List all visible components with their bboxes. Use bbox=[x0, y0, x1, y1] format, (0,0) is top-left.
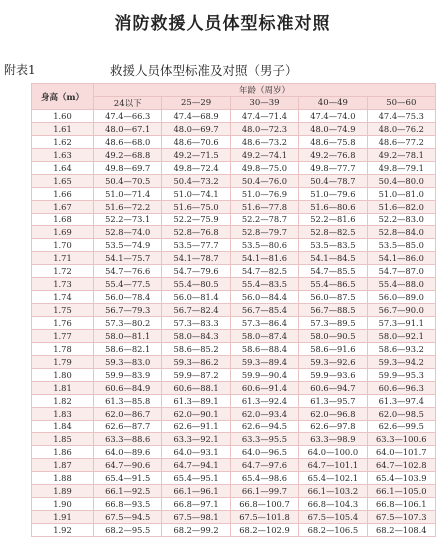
weight-range-cell: 51.0—79.6 bbox=[299, 187, 367, 200]
weight-range-cell: 68.2—95.5 bbox=[94, 524, 162, 537]
weight-range-cell: 51.6—77.8 bbox=[230, 200, 298, 213]
weight-range-cell: 62.0—93.4 bbox=[230, 407, 298, 420]
weight-range-cell: 47.4—74.0 bbox=[299, 110, 367, 123]
weight-range-cell: 66.8—97.1 bbox=[162, 498, 230, 511]
weight-range-cell: 52.2—75.9 bbox=[162, 213, 230, 226]
weight-range-cell: 58.0—92.1 bbox=[367, 329, 435, 342]
table-row bbox=[32, 394, 436, 407]
weight-range-cell: 65.4—91.5 bbox=[94, 472, 162, 485]
weight-range-cell: 54.7—82.5 bbox=[230, 265, 298, 278]
age-group-column-header: 40—49 bbox=[299, 97, 367, 110]
height-cell: 1.85 bbox=[32, 433, 94, 446]
height-cell: 1.70 bbox=[32, 239, 94, 252]
weight-range-cell: 60.6—91.4 bbox=[230, 381, 298, 394]
table-row bbox=[32, 213, 436, 226]
weight-range-cell: 66.8—106.1 bbox=[367, 498, 435, 511]
weight-range-cell: 49.8—75.0 bbox=[230, 161, 298, 174]
weight-range-cell: 64.0—96.5 bbox=[230, 446, 298, 459]
weight-range-cell: 67.5—94.5 bbox=[94, 511, 162, 524]
height-cell: 1.84 bbox=[32, 420, 94, 433]
weight-range-cell: 50.4—73.2 bbox=[162, 174, 230, 187]
weight-range-cell: 56.0—87.5 bbox=[299, 291, 367, 304]
weight-range-cell: 53.5—77.7 bbox=[162, 239, 230, 252]
weight-range-cell: 60.6—96.3 bbox=[367, 381, 435, 394]
weight-range-cell: 50.4—78.7 bbox=[299, 174, 367, 187]
height-cell: 1.73 bbox=[32, 278, 94, 291]
weight-range-cell: 59.9—87.2 bbox=[162, 368, 230, 381]
height-cell: 1.77 bbox=[32, 329, 94, 342]
table-row bbox=[32, 252, 436, 265]
weight-range-cell: 49.2—76.8 bbox=[299, 148, 367, 161]
weight-range-cell: 59.3—92.6 bbox=[299, 355, 367, 368]
weight-range-cell: 57.3—83.3 bbox=[162, 317, 230, 330]
table-row bbox=[32, 381, 436, 394]
weight-range-cell: 65.4—102.1 bbox=[299, 472, 367, 485]
weight-range-cell: 56.7—90.0 bbox=[367, 304, 435, 317]
height-cell: 1.89 bbox=[32, 485, 94, 498]
table-row bbox=[32, 407, 436, 420]
weight-range-cell: 59.3—83.0 bbox=[94, 355, 162, 368]
weight-range-cell: 54.7—76.6 bbox=[94, 265, 162, 278]
height-cell: 1.83 bbox=[32, 407, 94, 420]
weight-range-cell: 66.8—100.7 bbox=[230, 498, 298, 511]
weight-range-cell: 54.7—79.6 bbox=[162, 265, 230, 278]
weight-range-cell: 54.1—81.6 bbox=[230, 252, 298, 265]
weight-range-cell: 48.6—70.6 bbox=[162, 135, 230, 148]
weight-range-cell: 63.3—98.9 bbox=[299, 433, 367, 446]
weight-range-cell: 59.9—90.4 bbox=[230, 368, 298, 381]
weight-range-cell: 51.0—81.0 bbox=[367, 187, 435, 200]
weight-range-cell: 50.4—80.0 bbox=[367, 174, 435, 187]
table-row bbox=[32, 524, 436, 537]
weight-range-cell: 65.4—103.9 bbox=[367, 472, 435, 485]
table-title: 救援人员体型标准及对照（男子） bbox=[110, 63, 298, 78]
weight-range-cell: 62.6—97.8 bbox=[299, 420, 367, 433]
weight-range-cell: 48.6—68.0 bbox=[94, 135, 162, 148]
weight-range-cell: 55.4—80.5 bbox=[162, 278, 230, 291]
height-cell: 1.90 bbox=[32, 498, 94, 511]
weight-range-cell: 56.7—88.5 bbox=[299, 304, 367, 317]
height-cell: 1.67 bbox=[32, 200, 94, 213]
weight-range-cell: 62.0—90.1 bbox=[162, 407, 230, 420]
weight-range-cell: 66.8—93.5 bbox=[94, 498, 162, 511]
table-row bbox=[32, 459, 436, 472]
weight-range-cell: 64.0—100.0 bbox=[299, 446, 367, 459]
age-group-column-header: 24以下 bbox=[94, 97, 162, 110]
weight-range-cell: 52.2—78.7 bbox=[230, 213, 298, 226]
height-cell: 1.60 bbox=[32, 110, 94, 123]
weight-range-cell: 48.0—74.9 bbox=[299, 122, 367, 135]
height-cell: 1.86 bbox=[32, 446, 94, 459]
table-row bbox=[32, 446, 436, 459]
weight-range-cell: 58.0—87.4 bbox=[230, 329, 298, 342]
height-cell: 1.65 bbox=[32, 174, 94, 187]
height-cell: 1.63 bbox=[32, 148, 94, 161]
weight-range-cell: 64.7—102.8 bbox=[367, 459, 435, 472]
weight-range-cell: 62.0—96.8 bbox=[299, 407, 367, 420]
weight-range-cell: 61.3—89.1 bbox=[162, 394, 230, 407]
weight-range-cell: 65.4—98.6 bbox=[230, 472, 298, 485]
table-row bbox=[32, 329, 436, 342]
height-cell: 1.79 bbox=[32, 355, 94, 368]
weight-range-cell: 58.6—82.1 bbox=[94, 342, 162, 355]
weight-range-cell: 57.3—91.1 bbox=[367, 317, 435, 330]
weight-range-cell: 55.4—77.5 bbox=[94, 278, 162, 291]
table-row bbox=[32, 148, 436, 161]
weight-range-cell: 68.2—106.5 bbox=[299, 524, 367, 537]
weight-range-cell: 49.2—68.8 bbox=[94, 148, 162, 161]
height-cell: 1.87 bbox=[32, 459, 94, 472]
weight-range-cell: 52.2—81.6 bbox=[299, 213, 367, 226]
age-group-column-header: 30—39 bbox=[230, 97, 298, 110]
weight-range-cell: 64.7—101.1 bbox=[299, 459, 367, 472]
weight-range-cell: 57.3—86.4 bbox=[230, 317, 298, 330]
height-cell: 1.81 bbox=[32, 381, 94, 394]
weight-range-cell: 48.0—69.7 bbox=[162, 122, 230, 135]
weight-range-cell: 49.8—77.7 bbox=[299, 161, 367, 174]
weight-range-cell: 64.7—90.6 bbox=[94, 459, 162, 472]
table-row bbox=[32, 511, 436, 524]
weight-range-cell: 60.6—88.1 bbox=[162, 381, 230, 394]
weight-range-cell: 48.0—72.3 bbox=[230, 122, 298, 135]
height-cell: 1.61 bbox=[32, 122, 94, 135]
weight-range-cell: 58.0—90.5 bbox=[299, 329, 367, 342]
weight-range-cell: 66.1—105.0 bbox=[367, 485, 435, 498]
weight-range-cell: 54.1—78.7 bbox=[162, 252, 230, 265]
weight-range-cell: 54.1—84.5 bbox=[299, 252, 367, 265]
age-group-column-header: 25—29 bbox=[162, 97, 230, 110]
weight-range-cell: 66.8—104.3 bbox=[299, 498, 367, 511]
table-row bbox=[32, 420, 436, 433]
height-cell: 1.91 bbox=[32, 511, 94, 524]
height-cell: 1.72 bbox=[32, 265, 94, 278]
table-row bbox=[32, 368, 436, 381]
weight-range-cell: 55.4—88.0 bbox=[367, 278, 435, 291]
weight-range-cell: 56.0—81.4 bbox=[162, 291, 230, 304]
table-row bbox=[32, 317, 436, 330]
weight-range-cell: 58.6—88.4 bbox=[230, 342, 298, 355]
table-header bbox=[32, 84, 436, 110]
weight-range-cell: 64.7—97.6 bbox=[230, 459, 298, 472]
weight-range-cell: 52.8—74.0 bbox=[94, 226, 162, 239]
body-type-standard-table bbox=[31, 83, 436, 537]
weight-range-cell: 63.3—100.6 bbox=[367, 433, 435, 446]
weight-range-cell: 68.2—99.2 bbox=[162, 524, 230, 537]
weight-range-cell: 47.4—68.9 bbox=[162, 110, 230, 123]
weight-range-cell: 67.5—107.3 bbox=[367, 511, 435, 524]
height-cell: 1.88 bbox=[32, 472, 94, 485]
weight-range-cell: 56.7—79.3 bbox=[94, 304, 162, 317]
weight-range-cell: 66.1—103.2 bbox=[299, 485, 367, 498]
weight-range-cell: 60.6—84.9 bbox=[94, 381, 162, 394]
weight-range-cell: 56.0—84.4 bbox=[230, 291, 298, 304]
table-row bbox=[32, 226, 436, 239]
weight-range-cell: 63.3—88.6 bbox=[94, 433, 162, 446]
weight-range-cell: 54.1—75.7 bbox=[94, 252, 162, 265]
weight-range-cell: 64.7—94.1 bbox=[162, 459, 230, 472]
weight-range-cell: 50.4—76.0 bbox=[230, 174, 298, 187]
weight-range-cell: 51.6—72.2 bbox=[94, 200, 162, 213]
weight-range-cell: 58.6—93.2 bbox=[367, 342, 435, 355]
weight-range-cell: 57.3—89.5 bbox=[299, 317, 367, 330]
weight-range-cell: 51.6—75.0 bbox=[162, 200, 230, 213]
weight-range-cell: 48.6—75.8 bbox=[299, 135, 367, 148]
table-row bbox=[32, 265, 436, 278]
height-cell: 1.74 bbox=[32, 291, 94, 304]
table-row bbox=[32, 472, 436, 485]
weight-range-cell: 58.6—91.6 bbox=[299, 342, 367, 355]
table-row bbox=[32, 161, 436, 174]
weight-range-cell: 48.6—77.2 bbox=[367, 135, 435, 148]
weight-range-cell: 67.5—105.4 bbox=[299, 511, 367, 524]
table-row bbox=[32, 498, 436, 511]
weight-range-cell: 62.6—99.5 bbox=[367, 420, 435, 433]
weight-range-cell: 48.0—67.1 bbox=[94, 122, 162, 135]
weight-range-cell: 60.6—94.7 bbox=[299, 381, 367, 394]
height-cell: 1.69 bbox=[32, 226, 94, 239]
weight-range-cell: 57.3—80.2 bbox=[94, 317, 162, 330]
weight-range-cell: 64.0—89.6 bbox=[94, 446, 162, 459]
weight-range-cell: 59.9—95.3 bbox=[367, 368, 435, 381]
weight-range-cell: 61.3—92.4 bbox=[230, 394, 298, 407]
weight-range-cell: 53.5—80.6 bbox=[230, 239, 298, 252]
weight-range-cell: 52.8—79.7 bbox=[230, 226, 298, 239]
weight-range-cell: 47.4—75.3 bbox=[367, 110, 435, 123]
table-row bbox=[32, 239, 436, 252]
weight-range-cell: 62.6—87.7 bbox=[94, 420, 162, 433]
weight-range-cell: 51.6—80.6 bbox=[299, 200, 367, 213]
weight-range-cell: 51.0—71.4 bbox=[94, 187, 162, 200]
weight-range-cell: 62.0—98.5 bbox=[367, 407, 435, 420]
weight-range-cell: 49.8—79.1 bbox=[367, 161, 435, 174]
weight-range-cell: 52.2—83.0 bbox=[367, 213, 435, 226]
height-cell: 1.76 bbox=[32, 317, 94, 330]
weight-range-cell: 67.5—101.8 bbox=[230, 511, 298, 524]
weight-range-cell: 61.3—85.8 bbox=[94, 394, 162, 407]
weight-range-cell: 55.4—86.5 bbox=[299, 278, 367, 291]
weight-range-cell: 53.5—85.0 bbox=[367, 239, 435, 252]
weight-range-cell: 66.1—99.7 bbox=[230, 485, 298, 498]
weight-range-cell: 65.4—95.1 bbox=[162, 472, 230, 485]
table-row bbox=[32, 291, 436, 304]
height-cell: 1.68 bbox=[32, 213, 94, 226]
weight-range-cell: 58.0—84.3 bbox=[162, 329, 230, 342]
height-cell: 1.82 bbox=[32, 394, 94, 407]
weight-range-cell: 49.2—74.1 bbox=[230, 148, 298, 161]
height-cell: 1.80 bbox=[32, 368, 94, 381]
weight-range-cell: 66.1—96.1 bbox=[162, 485, 230, 498]
weight-range-cell: 56.0—89.0 bbox=[367, 291, 435, 304]
table-row bbox=[32, 174, 436, 187]
weight-range-cell: 53.5—74.9 bbox=[94, 239, 162, 252]
weight-range-cell: 58.6—85.2 bbox=[162, 342, 230, 355]
weight-range-cell: 49.8—69.7 bbox=[94, 161, 162, 174]
weight-range-cell: 50.4—70.5 bbox=[94, 174, 162, 187]
weight-range-cell: 64.0—101.7 bbox=[367, 446, 435, 459]
weight-range-cell: 64.0—93.1 bbox=[162, 446, 230, 459]
weight-range-cell: 58.0—81.1 bbox=[94, 329, 162, 342]
weight-range-cell: 59.3—94.2 bbox=[367, 355, 435, 368]
table-row bbox=[32, 304, 436, 317]
weight-range-cell: 49.2—71.5 bbox=[162, 148, 230, 161]
age-group-column-header: 50—60 bbox=[367, 97, 435, 110]
weight-range-cell: 63.3—95.5 bbox=[230, 433, 298, 446]
weight-range-cell: 51.0—76.9 bbox=[230, 187, 298, 200]
weight-range-cell: 54.7—87.0 bbox=[367, 265, 435, 278]
document-title: 消防救援人员体型标准对照 bbox=[114, 14, 331, 34]
weight-range-cell: 62.6—94.5 bbox=[230, 420, 298, 433]
height-column-header: 身高（m） bbox=[32, 84, 94, 110]
weight-range-cell: 59.3—86.2 bbox=[162, 355, 230, 368]
weight-range-cell: 51.0—74.1 bbox=[162, 187, 230, 200]
weight-range-cell: 47.4—66.3 bbox=[94, 110, 162, 123]
weight-range-cell: 59.9—93.6 bbox=[299, 368, 367, 381]
table-number: 附表1 bbox=[4, 63, 36, 77]
weight-range-cell: 47.4—71.4 bbox=[230, 110, 298, 123]
table-row bbox=[32, 187, 436, 200]
table-row bbox=[32, 278, 436, 291]
weight-range-cell: 52.8—76.8 bbox=[162, 226, 230, 239]
age-group-header: 年龄（周岁） bbox=[94, 84, 436, 97]
table-row bbox=[32, 355, 436, 368]
height-cell: 1.62 bbox=[32, 135, 94, 148]
weight-range-cell: 51.6—82.0 bbox=[367, 200, 435, 213]
table-row bbox=[32, 342, 436, 355]
weight-range-cell: 66.1—92.5 bbox=[94, 485, 162, 498]
weight-range-cell: 61.3—95.7 bbox=[299, 394, 367, 407]
weight-range-cell: 53.5—83.5 bbox=[299, 239, 367, 252]
weight-range-cell: 62.0—86.7 bbox=[94, 407, 162, 420]
height-cell: 1.64 bbox=[32, 161, 94, 174]
weight-range-cell: 55.4—83.5 bbox=[230, 278, 298, 291]
weight-range-cell: 56.0—78.4 bbox=[94, 291, 162, 304]
weight-range-cell: 61.3—97.4 bbox=[367, 394, 435, 407]
height-cell: 1.92 bbox=[32, 524, 94, 537]
weight-range-cell: 59.9—83.9 bbox=[94, 368, 162, 381]
height-cell: 1.66 bbox=[32, 187, 94, 200]
weight-range-cell: 54.1—86.0 bbox=[367, 252, 435, 265]
weight-range-cell: 56.7—85.4 bbox=[230, 304, 298, 317]
weight-range-cell: 63.3—92.1 bbox=[162, 433, 230, 446]
weight-range-cell: 68.2—102.9 bbox=[230, 524, 298, 537]
height-cell: 1.71 bbox=[32, 252, 94, 265]
weight-range-cell: 52.8—82.5 bbox=[299, 226, 367, 239]
height-cell: 1.75 bbox=[32, 304, 94, 317]
weight-range-cell: 56.7—82.4 bbox=[162, 304, 230, 317]
weight-range-cell: 67.5—98.1 bbox=[162, 511, 230, 524]
weight-range-cell: 59.3—89.4 bbox=[230, 355, 298, 368]
weight-range-cell: 68.2—108.4 bbox=[367, 524, 435, 537]
weight-range-cell: 48.6—73.2 bbox=[230, 135, 298, 148]
table-row bbox=[32, 200, 436, 213]
weight-range-cell: 49.2—78.1 bbox=[367, 148, 435, 161]
table-row bbox=[32, 135, 436, 148]
weight-range-cell: 62.6—91.1 bbox=[162, 420, 230, 433]
weight-range-cell: 48.0—76.2 bbox=[367, 122, 435, 135]
table-row bbox=[32, 433, 436, 446]
weight-range-cell: 54.7—85.5 bbox=[299, 265, 367, 278]
table-body bbox=[32, 110, 436, 537]
table-row bbox=[32, 485, 436, 498]
weight-range-cell: 52.8—84.0 bbox=[367, 226, 435, 239]
weight-range-cell: 52.2—73.1 bbox=[94, 213, 162, 226]
table-row bbox=[32, 122, 436, 135]
height-cell: 1.78 bbox=[32, 342, 94, 355]
weight-range-cell: 49.8—72.4 bbox=[162, 161, 230, 174]
table-row bbox=[32, 110, 436, 123]
